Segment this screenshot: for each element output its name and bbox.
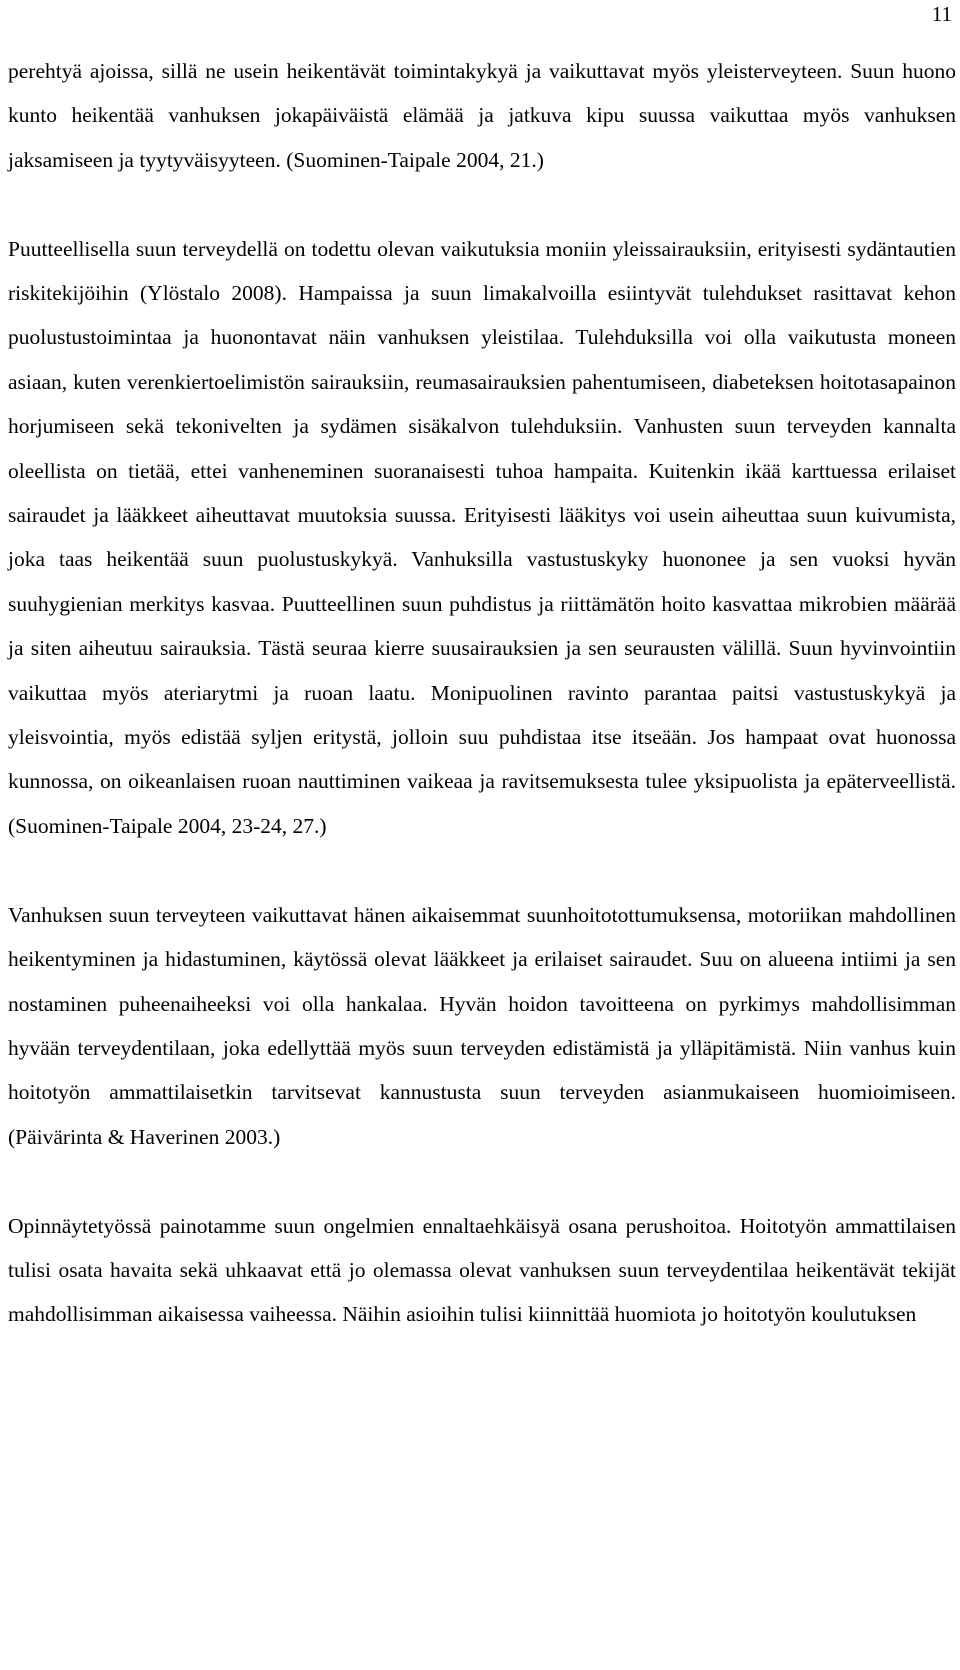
page-number: 11 <box>931 2 952 26</box>
paragraph-systemic-diseases: Puutteellisella suun terveydellä on todettu olevan vaikutuksia moniin yleissairauksiin, erityisesti sydäntautien riskitekijöihin (Ylöstalo 2008). Hampaissa ja suun limakalvoilla esiintyvät tulehdukset rasittavat kehon puolustustoimintaa ja huonontavat näin vanhuksen yleistilaa. Tulehduksilla voi olla vaikutusta moneen asiaan, kuten verenkiertoelimistön sairauksiin, reumasairauksien pahentumiseen, diabeteksen hoitotasapainon horjumiseen sekä tekonivelten ja sydämen sisäkalvon tulehduksiin. Vanhusten suun terveyden kannalta oleellista on tietää, ettei vanheneminen suoranaisesti tuhoa hampaita. Kuitenkin ikää karttuessa erilaiset sairaudet ja lääkkeet aiheuttavat muutoksia suussa. Erityisesti lääkitys voi usein aiheuttaa suun kuivumista, joka taas heikentää suun puolustuskykyä. Vanhuksilla vastustuskyky huononee ja sen vuoksi hyvän suuhygienian merkitys kasvaa. Puutteellinen suun puhdistus ja riittämätön hoito kasvattaa mikrobien määrää ja siten aiheutuu sairauksia. Tästä seuraa kierre suusairauksien ja sen seurausten välillä. Suun hyvinvointiin vaikuttaa myös ateriarytmi ja ruoan laatu. Monipuolinen ravinto parantaa paitsi vastustuskykyä ja yleisvointia, myös edistää syljen eritystä, jolloin suu puhdistaa itse itseään. Jos hampaat ovat huonossa kunnossa, on oikeanlaisen ruoan nauttiminen vaikeaa ja ravitsemuksesta tulee yksipuolista ja epäterveellistä. (Suominen-Taipale 2004, 23-24, 27.) <box>8 236 956 838</box>
paragraph-prevention: Opinnäytetyössä painotamme suun ongelmien ennaltaehkäisyä osana perushoitoa. Hoitotyön ammattilaisen tulisi osata havaita sekä uhkaavat että jo olemassa olevat vanhuksen suun terveydentilaa heikentävät tekijät mahdollisimman aikaisessa vaiheessa. Näihin asioihin tulisi kiinnittää huomiota jo hoitotyön koulutuksen <box>8 1213 956 1327</box>
paragraph-oral-health-effects: perehtyä ajoissa, sillä ne usein heikentävät toimintakykyä ja vaikuttavat myös yleisterveyteen. Suun huono kunto heikentää vanhuksen jokapäiväistä elämää ja jatkuva kipu suussa vaikuttaa myös vanhuksen jaksamiseen ja tyytyväisyyteen. (Suominen-Taipale 2004, 21.) <box>8 59 956 172</box>
document-body <box>8 49 956 1337</box>
paragraph-influencing-factors: Vanhuksen suun terveyteen vaikuttavat hänen aikaisemmat suunhoitotottumuksensa, motoriikan mahdollinen heikentyminen ja hidastuminen, käytössä olevat lääkkeet ja erilaiset sairaudet. Suu on alueena intiimi ja sen nostaminen puheenaiheeksi voi olla hankalaa. Hyvän hoidon tavoitteena on pyrkimys mahdollisimman hyvään terveydentilaan, joka edellyttää myös suun terveyden edistämistä ja ylläpitämistä. Niin vanhus kuin hoitotyön ammattilaisetkin tarvitsevat kannustusta suun terveyden asianmukaiseen huomioimiseen. (Päivärinta & Haverinen 2003.) <box>8 902 956 1149</box>
